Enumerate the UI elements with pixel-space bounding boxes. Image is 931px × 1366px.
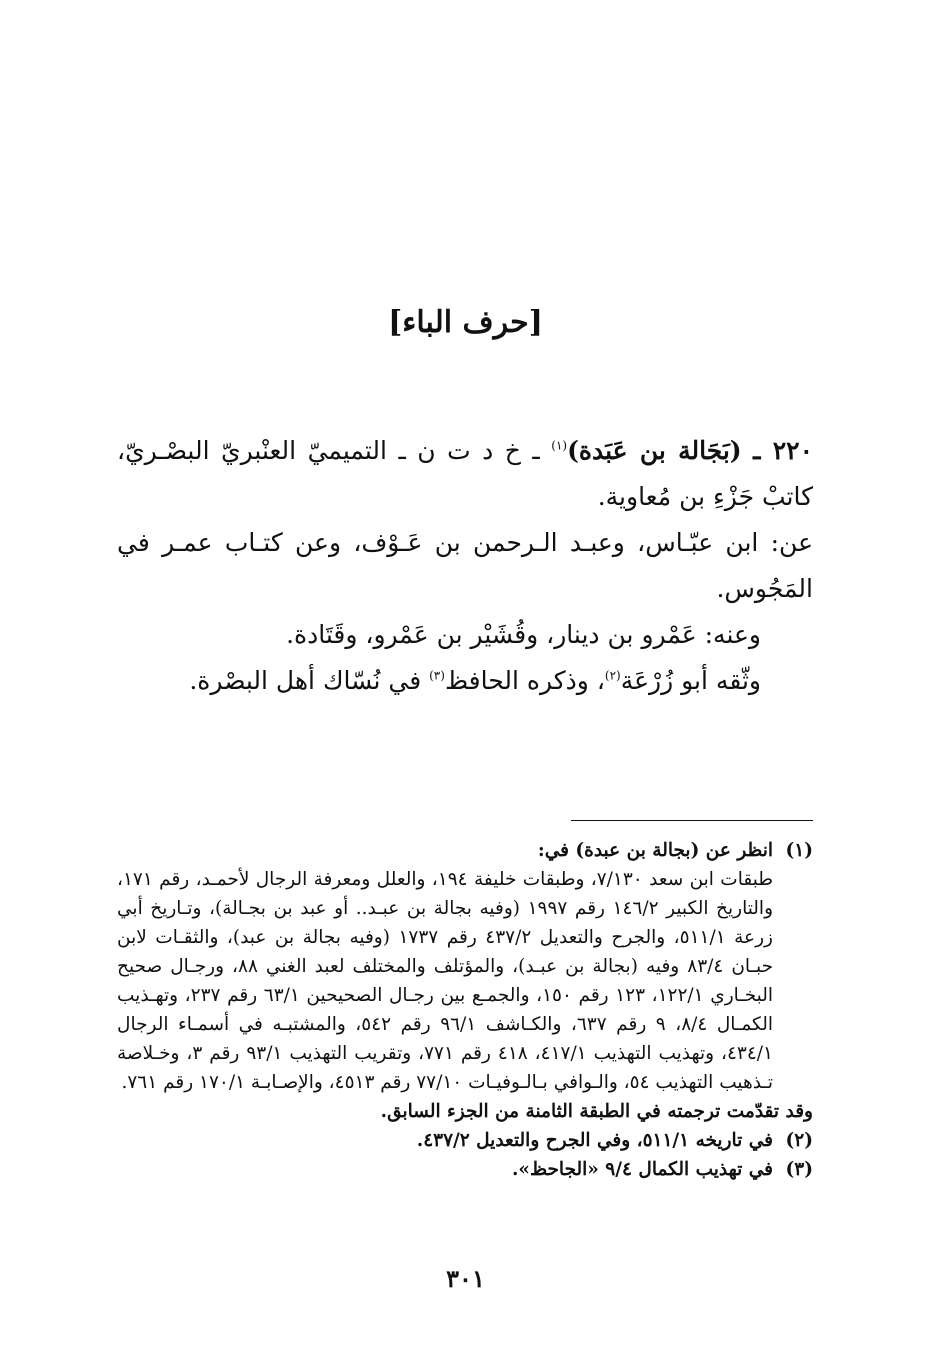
footnote-ref-1: (١) (551, 438, 568, 453)
entry-grading (117, 658, 813, 704)
entry-header (117, 428, 813, 520)
entry-students: وعنه: عَمْرو بن دينار، وقُشَيْر بن عَمْرو، وقَتَادة. (286, 620, 761, 649)
page-number: ٣٠١ (446, 1264, 485, 1293)
footnote-1-number: (١) (785, 840, 813, 861)
entry-teachers: عن: ابن عبّـاس، وعبـد الـرحمن بن عَـوْف، وعن كتـاب عمـر في المَجُوس. (117, 528, 813, 603)
footnote-1-sources: طبقات ابن سعد ٧/١٣٠، وطبقات خليفة ١٩٤، والعلل ومعرفة الرجال لأحمـد، رقم ١٧١، والتاريخ الكبير ١٤٦/٢ رقم ١٩٩٧ (وفيه بجالة بن عبـد.. أو عبد بن بجـالة)، وتـاريخ أبي زرعة ٥١١/١، والجرح والتعديل ٤٣٧/٢ رقم ١٧٣٧ (وفيه بجالة بن عبد)، والثقـات لابن حبـان ٨٣/٤ وفيه (بجالة بن عبـد)، والمؤتلف والمختلف لعبد الغني ٨٨، ورجـال صحيح البخـاري ١٢٢/١، ١٢٣ رقم ١٥٠، والجمـع بين رجـال الصحيحين ٦٣/١ رقم ٢٣٧، وتهـذيب الكمـال ٨/٤، ٩ رقم ٦٣٧، والكـاشف ٩٦/١ رقم ٥٤٢، والمشتبـه في أسمـاء الرجال ٤٣٤/١، وتهذيب التهذيب ٤١٧/١، ٤١٨ رقم ٧٧١، وتقريب التهذيب ٩٣/١ رقم ٣، وخـلاصة تـذهيب التهذيب ٥٤، والـوافي بـالـوفيـات ٧٧/١٠ رقم ٤٥١٣، والإصـابـة ١٧٠/١ رقم ٧٦١. (117, 869, 774, 1093)
entry-name: (بَجَالة بن عَبَدة) (567, 436, 742, 465)
footnote-2 (117, 1126, 813, 1155)
footnote-3 (117, 1155, 813, 1184)
chapter-title: [حرف الباء] (388, 305, 543, 340)
footnote-divider (571, 820, 813, 821)
footnote-ref-3: (٣) (429, 668, 445, 683)
grading-part3: في نُسّاك أهل البصْرة. (189, 666, 430, 695)
entry-header-rest: ـ خ د ت ن ـ التميميّ العنْبريّ البصْـريّ، كاتبْ جَزْءِ بن مُعاوية. (117, 436, 813, 511)
footnote-1-intro: انظر عن (بجالة بن عبدة) في: (537, 840, 773, 861)
entry-number: ٢٢٠ ـ (753, 436, 814, 465)
footnote-1 (117, 836, 813, 1097)
footnote-2-number: (٢) (785, 1130, 813, 1151)
footnote-1-note: وقد تقدّمت ترجمته في الطبقة الثامنة من الجزء السابق. (380, 1101, 813, 1122)
footnotes (117, 836, 813, 1184)
footnote-ref-2: (٢) (604, 668, 621, 683)
grading-part1: وثّقه أبو زُرْعَة (620, 666, 761, 695)
footnote-1-body (117, 836, 773, 1097)
footnote-3-number: (٣) (785, 1159, 813, 1180)
biography-entry (117, 428, 813, 704)
footnote-2-text: في تاريخه ٥١١/١، وفي الجرح والتعديل ٤٣٧/٢. (416, 1130, 773, 1151)
grading-part2: ، وذكره الحافظ (444, 666, 605, 695)
footnote-3-text: في تهذيب الكمال ٩/٤ «الجاحظ». (511, 1159, 773, 1180)
